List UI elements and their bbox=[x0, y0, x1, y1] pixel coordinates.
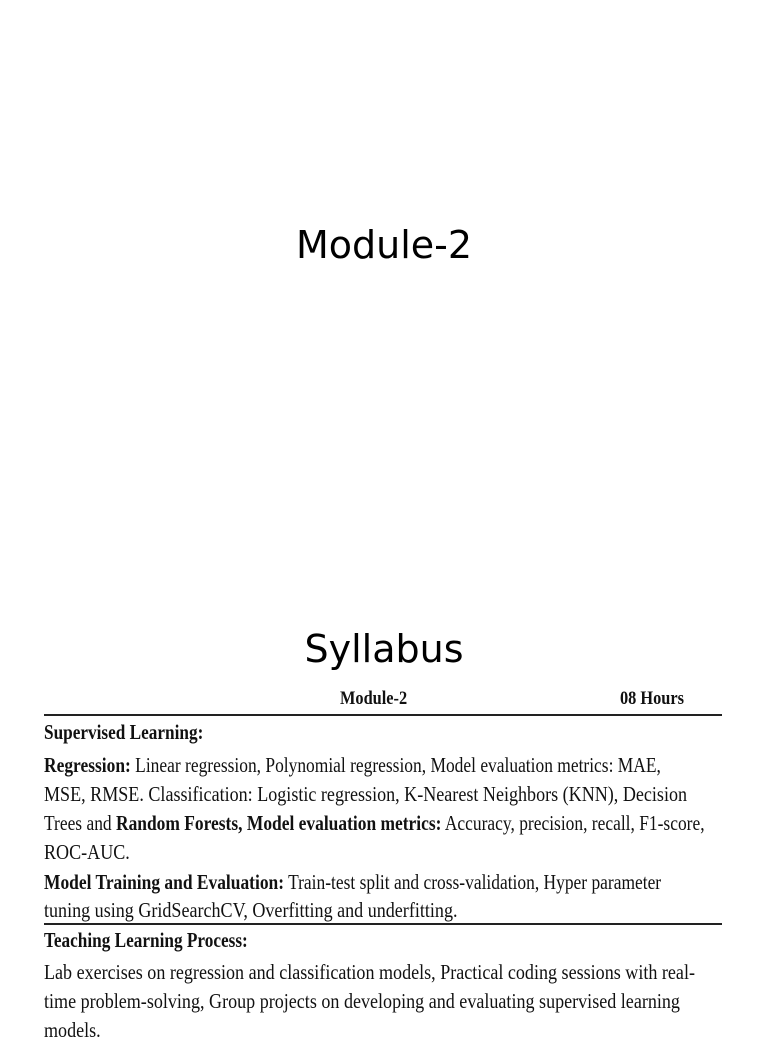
rocauc-text: ROC-AUC. bbox=[44, 840, 130, 864]
lab-text: Lab exercises on regression and classification models, Practical coding sessions with real- bbox=[44, 960, 695, 984]
table-header-hours: 08 Hours bbox=[620, 688, 685, 709]
section-heading-teaching bbox=[44, 926, 248, 954]
syllabus-line-time bbox=[44, 987, 680, 1015]
header-divider bbox=[44, 714, 722, 716]
section-heading-supervised bbox=[44, 718, 203, 746]
metrics-text: Accuracy, precision, recall, F1-score, bbox=[441, 811, 705, 835]
syllabus-line-training bbox=[44, 868, 661, 896]
classification-text: MSE, RMSE. Classification: Logistic regression, K-Nearest Neighbors (KNN), Decision bbox=[44, 782, 688, 806]
syllabus-line-trees bbox=[44, 809, 705, 837]
syllabus-title: Syllabus bbox=[304, 627, 464, 671]
syllabus-line-tuning bbox=[44, 896, 457, 924]
syllabus-document-image bbox=[0, 682, 768, 1042]
slide-title: Module-2 bbox=[295, 223, 473, 267]
tuning-text: tuning using GridSearchCV, Overfitting and underfitting. bbox=[44, 898, 458, 922]
models-text: models. bbox=[44, 1018, 101, 1042]
training-label: Model Training and Evaluation: bbox=[44, 870, 285, 894]
syllabus-line-rocauc bbox=[44, 838, 130, 866]
syllabus-line-classification bbox=[44, 780, 687, 808]
time-text: time problem-solving, Group projects on developing and evaluating supervised learning bbox=[44, 989, 680, 1013]
training-text: Train-test split and cross-validation, Hyper parameter bbox=[284, 870, 662, 894]
regression-label: Regression: bbox=[44, 753, 131, 777]
syllabus-line-lab bbox=[44, 958, 695, 986]
title-slide bbox=[0, 0, 768, 512]
random-forests-label: Random Forests, Model evaluation metrics: bbox=[115, 811, 442, 835]
syllabus-slide bbox=[0, 512, 768, 1042]
supervised-heading-text: Supervised Learning: bbox=[44, 720, 204, 744]
syllabus-line-regression bbox=[44, 751, 661, 779]
trees-text: Trees and bbox=[44, 811, 116, 835]
regression-text: Linear regression, Polynomial regression, Model evaluation metrics: MAE, bbox=[130, 753, 661, 777]
table-header-module: Module-2 bbox=[340, 688, 408, 709]
section-divider bbox=[44, 923, 722, 925]
syllabus-line-models bbox=[44, 1016, 101, 1044]
teaching-heading-text: Teaching Learning Process: bbox=[44, 928, 248, 952]
